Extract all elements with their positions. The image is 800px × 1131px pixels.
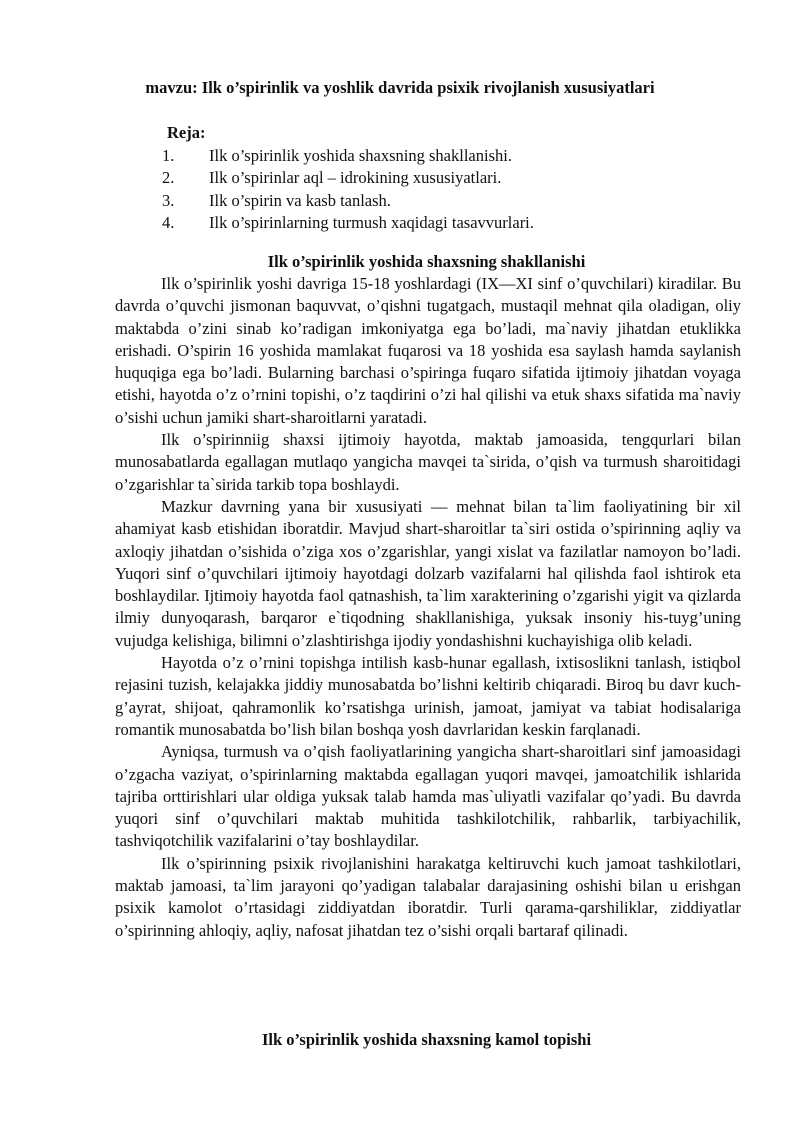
paragraph: Ayniqsa, turmush va o’qish faoliyatlarining yangicha shart-sharoitlari sinf jamoasidagi o’zgacha vaziyat, o’spirinlarning maktabda egallagan yuqori mavqei, jamoatchilik ishlarida tajriba orttirishlari ular oldiga yuksak talab hamda mas`uliyatli vazifalar qo’yadi. Bu davrda yuqori sinf o’quvchilari maktab muhitida tashkilotchilik, rahbarlik, tarbiyachilik, tashviqotchilik vazifalarini o’tay boshlaydilar.	[115, 742, 741, 851]
document-title: mavzu: Ilk o’spirinlik va yoshlik davrida psixik rivojlanish xususiyatlari	[145, 78, 655, 97]
section-heading: Ilk o’spirinlik yoshida shaxsning kamol topishi	[261, 1030, 592, 1049]
plan-item-text: Ilk o’spirinlar aql – idrokining xususiyatlari.	[209, 168, 502, 188]
paragraph: Ilk o’spirinniig shaxsi ijtimoiy hayotda, maktab jamoasida, tengqurlari bilan munosabatlarda egallagan mutlaqo yangicha mavqei ta`sirida, o’qish va turmush sharoitidagi o’zgarishlar ta`sirida tarkib topa boshlaydi.	[115, 430, 741, 494]
plan-list	[162, 145, 534, 234]
plan-item-text: Ilk o’spirinlik yoshida shaxsning shakllanishi.	[209, 146, 512, 165]
plan-item-text: Ilk o’spirin va kasb tanlash.	[209, 190, 391, 210]
plan-item-number: 1.	[162, 146, 175, 165]
plan-item	[162, 212, 534, 234]
section-body	[115, 273, 741, 942]
paragraph: Ilk o’spirinlik yoshi davriga 15-18 yoshlardagi (IX—XI sinf o’quvchilari) kiradilar. Bu davrda o’quvchi jismonan baquvvat, o’qishni tugatgach, mustaqil mehnat qila oladigan, oliy maktabda o’zini sinab ko’radigan imkoniyatga ega bo’ladi, ma`naviy jihatdan etuklikka erishadi. O’spirin 16 yoshida mamlakat fuqarosi va 18 yoshida esa saylash hamda saylanish huquqiga ega bo’ladi. Bularning barchasi o’spiringa fuqaro sifatida ijtimoiy jihatdan voyaga etishi, hayotda o’z o’rnini topishi, o’z taqdirini o’zi hal qilishi va etuk shaxs sifatida ma`naviy o’sishi uchun jamiki shart-sharoitlarni yaratadi.	[115, 274, 741, 427]
plan-item	[162, 190, 534, 212]
section-heading: Ilk o’spirinlik yoshida shaxsning shakllanishi	[267, 252, 586, 271]
paragraph: Ilk o’spirinning psixik rivojlanishini harakatga keltiruvchi kuch jamoat tashkilotlari, maktab jamoasi, ta`lim jarayoni qo’yadigan talabalar darajasining oshishi bilan u erishgan psixik kamolot o’rtasidagi ziddiyatdan iboratdir. Turli qarama-qarshiliklar, ziddiyatlar o’spirinning ahloqiy, aqliy, nafosat jihatdan tez o’sishi orqali bartaraf qilinadi.	[115, 853, 741, 940]
paragraph: Hayotda o’z o’rnini topishga intilish kasb-hunar egallash, ixtisoslikni tanlash, istiqbol rejasini tuzish, kelajakka jiddiy munosabatda bo’lishni keltirib chiqaradi. Biroq bu davr kuch-g’ayrat, shijoat, qahramonlik ko’rsatishga urinish, jamoat, jamiyat va tabiat hodisalariga romantik munosabatda bo’lish bilan boshqa yosh davrlaridan keskin farqlanadi.	[115, 653, 741, 739]
plan-item-number: 3.	[162, 190, 175, 210]
plan-item-number: 2.	[162, 168, 175, 188]
plan-item-number: 4.	[162, 212, 175, 232]
paragraph: Mazkur davrning yana bir xususiyati — mehnat bilan ta`lim faoliyatining bir xil ahamiyat kasb etishidan iboratdir. Mavjud shart-sharoitlar ta`siri ostida o’spirinning aqliy va axloqiy jihatdan o’sishida o’ziga xos o’zgarishlar, yangi xislat va fazilatlar namoyon bo’ladi. Yuqori sinf o’quvchilari ijtimoiy hayotdagi dolzarb vazifalarni hal qilishda faol ishtirok eta boshlaydilar. Ijtimoiy hayotda faol qatnashish, ta`lim xarakterining o’zgarishi yigit va qizlarda ilmiy dunyoqarash, barqaror e`tiqodning shakllanishiga, yuksak insoniy his-tuyg’uning vujudga kelishiga, bilimni o’zlashtirishga ijodiy yondashishni kuchayishiga olib keladi.	[115, 496, 741, 650]
plan-item	[162, 145, 534, 167]
plan-label: Reja:	[167, 123, 206, 142]
plan-item-text: Ilk o’spirinlarning turmush xaqidagi tasavvurlari.	[209, 212, 534, 232]
plan-item	[162, 167, 534, 189]
